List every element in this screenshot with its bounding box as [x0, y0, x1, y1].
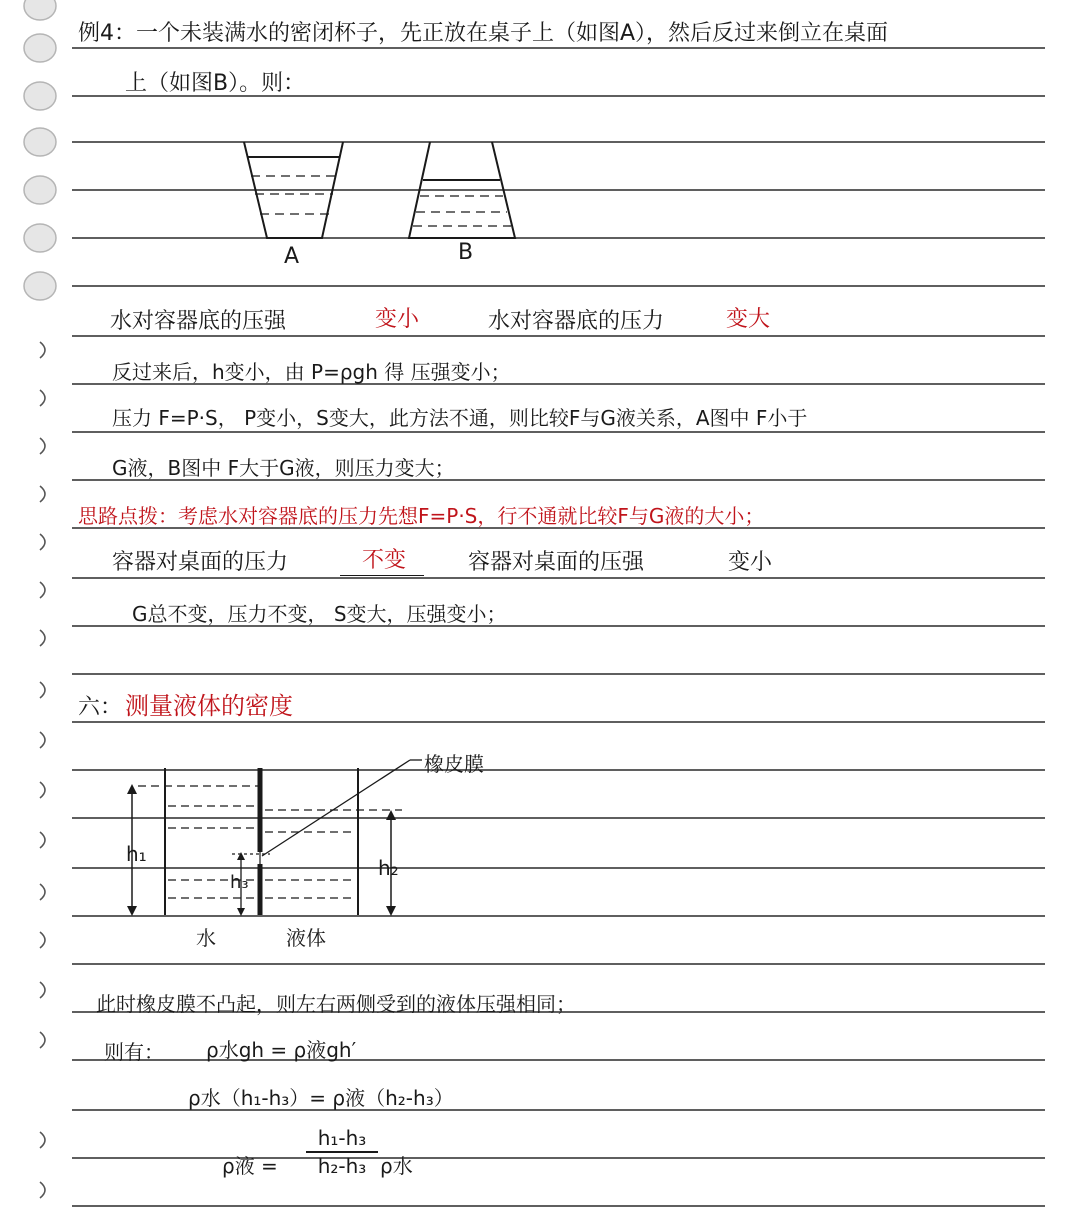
binder-ring	[40, 342, 45, 358]
equation-1: ρ水gh = ρ液gh′	[206, 1038, 357, 1062]
q1-label: 水对容器底的压强	[110, 309, 287, 334]
binder-ring	[40, 732, 45, 748]
binder-hole	[24, 128, 56, 156]
h2-label: h₂	[378, 856, 399, 880]
binder-ring	[40, 1182, 45, 1198]
q4-label: 容器对桌面的压强	[468, 550, 645, 575]
reason-line-1: 反过来后，h变小，由 P=ρgh 得 压强变小；	[112, 360, 511, 384]
binder-ring	[40, 1132, 45, 1148]
binder-ring	[40, 932, 45, 948]
binder-ring	[40, 982, 45, 998]
q1-answer: 变小	[375, 307, 420, 332]
binder-ring	[40, 582, 45, 598]
section-title: 测量液体的密度	[125, 692, 293, 720]
binder-ring	[40, 630, 45, 646]
binder-hole	[24, 34, 56, 62]
binder-ring	[40, 682, 45, 698]
example-title-cont: 上（如图B）。则：	[125, 71, 306, 96]
binder-hole	[24, 82, 56, 110]
q3-label: 容器对桌面的压力	[112, 550, 289, 575]
binder-ring	[40, 1032, 45, 1048]
liquid-label: 液体	[286, 926, 326, 950]
eq3-right: ρ水	[380, 1154, 413, 1178]
cups-figure	[230, 130, 530, 275]
q2-label: 水对容器底的压力	[488, 309, 665, 334]
binder-ring	[40, 438, 45, 454]
reason-line-2: 压力 F=P·S， P变小，S变大，此方法不通，则比较F与G液关系，A图中 F小于	[112, 406, 808, 430]
q3-answer: 不变	[362, 548, 407, 573]
reason-line-4: G总不变，压力不变， S变大，压强变小；	[132, 602, 507, 626]
q2-answer: 变大	[726, 307, 771, 332]
binder-ring	[40, 390, 45, 406]
q4-answer: 变小	[728, 550, 773, 575]
binder-ring	[40, 782, 45, 798]
equation-2: ρ水（h₁-h₃）= ρ液（h₂-h₃）	[188, 1086, 454, 1110]
cup-b	[409, 142, 515, 238]
membrane-label: 橡皮膜	[424, 752, 484, 776]
section-number: 六：	[78, 695, 123, 720]
water-label: 水	[196, 926, 216, 950]
eq3-numerator: h₁-h₃	[317, 1126, 367, 1150]
hint-line: 思路点拨：考虑水对容器底的压力先想F=P·S，行不通就比较F与G液的大小；	[78, 504, 765, 528]
derivation-statement: 此时橡皮膜不凸起，则左右两侧受到的液体压强相同；	[96, 992, 576, 1016]
membrane-figure	[110, 740, 470, 930]
eq3-left: ρ液 =	[222, 1154, 278, 1178]
binder-hole	[24, 176, 56, 204]
binder-hole	[24, 224, 56, 252]
eq3-fraction	[306, 1126, 378, 1178]
h3-label: h₃	[230, 872, 249, 893]
binder-ring	[40, 884, 45, 900]
cup-a	[244, 142, 343, 238]
example-title: 例4：一个未装满水的密闭杯子，先正放在桌子上（如图A），然后反过来倒立在桌面	[78, 21, 889, 46]
eq3-denominator: h₂-h₃	[317, 1154, 367, 1178]
label-a: A	[284, 244, 300, 269]
label-b: B	[458, 240, 474, 265]
binder-ring	[40, 534, 45, 550]
q3-underline	[340, 575, 424, 576]
eq1-prefix: 则有：	[104, 1040, 164, 1064]
binder-hole	[24, 272, 56, 300]
h1-label: h₁	[126, 842, 147, 866]
reason-line-3: G液，B图中 F大于G液，则压力变大；	[112, 456, 455, 480]
binder-hole	[24, 0, 56, 20]
binder-ring	[40, 486, 45, 502]
binder-ring	[40, 832, 45, 848]
